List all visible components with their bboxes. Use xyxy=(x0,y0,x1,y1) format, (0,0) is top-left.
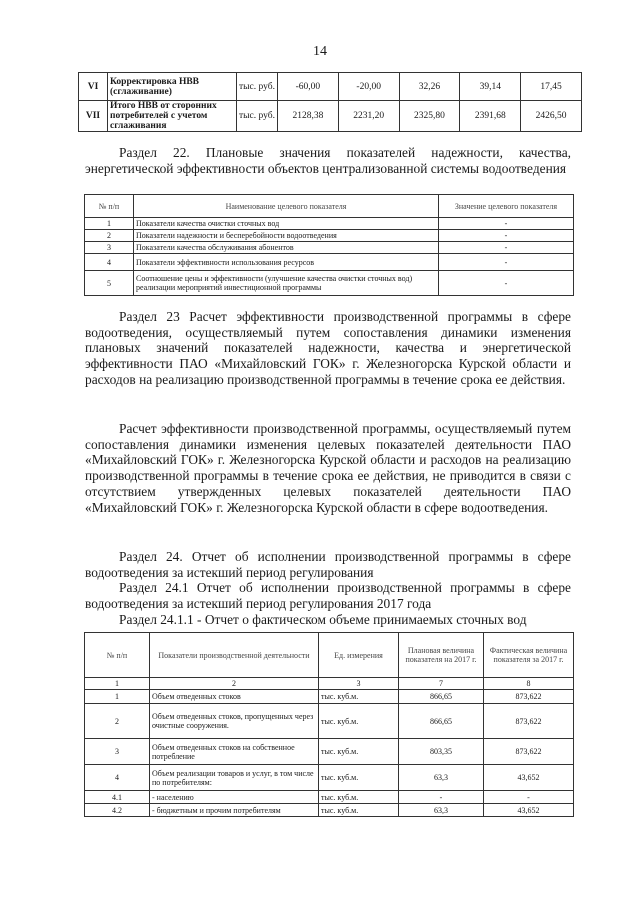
row-fact: 43,652 xyxy=(484,765,574,791)
row-name: Объем отведенных стоков на собственное потребление xyxy=(150,739,319,765)
row-value: 39,14 xyxy=(460,73,521,101)
column-header: Значение целевого показателя xyxy=(439,195,574,218)
row-number: VII xyxy=(79,101,108,132)
column-header: Показатели производственной деятельности xyxy=(150,633,319,678)
row-value: 2391,68 xyxy=(460,101,521,132)
row-name: Объем отведенных стоков, пропущенных через очистные сооружения. xyxy=(150,704,319,739)
section-22-heading-text: Раздел 22. Плановые значения показателей надежности, качества, энергетической эффективности объектов централизованной системы водоотведения xyxy=(85,145,571,176)
row-value: -60,00 xyxy=(278,73,339,101)
table-row xyxy=(85,230,574,242)
wastewater-volume-table xyxy=(84,632,574,817)
table-row xyxy=(79,73,582,101)
row-number: 4 xyxy=(85,254,134,271)
row-value: - xyxy=(439,218,574,230)
section-23-paragraph-1 xyxy=(85,309,571,388)
row-number: 4.1 xyxy=(85,791,150,804)
table-row xyxy=(85,704,574,739)
section-24-headings xyxy=(85,549,571,628)
row-name: Объем отведенных стоков xyxy=(150,690,319,704)
row-name: Итого НВВ от сторонних потребителей с учетом сглаживания xyxy=(108,101,237,132)
row-number: 5 xyxy=(85,271,134,296)
table-row xyxy=(85,254,574,271)
column-header: Ед. измерения xyxy=(319,633,399,678)
row-plan: 63,3 xyxy=(399,804,484,817)
row-fact: 873,622 xyxy=(484,690,574,704)
column-number: 2 xyxy=(150,678,319,690)
row-value: - xyxy=(439,230,574,242)
row-name: Соотношение цены и эффективности (улучшение качества очистки сточных вод) реализации мероприятий инвестиционной программы xyxy=(134,271,439,296)
page-number: 14 xyxy=(313,44,327,59)
row-number: 1 xyxy=(85,690,150,704)
section-23-text-1: Раздел 23 Расчет эффективности производственной программы в сфере водоотведения, осуществляемый путем сопоставления динамики изменения плановых значений показателей надежности, качества и энергетической эффективности ПАО «Михайловский ГОК» г. Железногорска Курской области и расходов на реализацию производственной программы в течение срока ее действия. xyxy=(85,309,571,387)
column-number-row xyxy=(85,678,574,690)
row-unit: тыс. куб.м. xyxy=(319,765,399,791)
table-row xyxy=(85,739,574,765)
table-row xyxy=(85,218,574,230)
row-value: 2426,50 xyxy=(521,101,582,132)
table-row xyxy=(85,791,574,804)
column-number: 8 xyxy=(484,678,574,690)
row-name: - бюджетным и прочим потребителям xyxy=(150,804,319,817)
table-row xyxy=(85,765,574,791)
row-value: - xyxy=(439,254,574,271)
row-number: 2 xyxy=(85,704,150,739)
column-header: № п/п xyxy=(85,195,134,218)
section-24-1-1-heading: Раздел 24.1.1 - Отчет о фактическом объеме принимаемых сточных вод xyxy=(119,611,527,627)
row-value: 17,45 xyxy=(521,73,582,101)
column-header: Фактическая величина показателя за 2017 г. xyxy=(484,633,574,678)
table-header-row xyxy=(85,195,574,218)
row-name: Объем реализации товаров и услуг, в том числе по потребителям: xyxy=(150,765,319,791)
row-number: 3 xyxy=(85,739,150,765)
table-row xyxy=(85,804,574,817)
column-number: 1 xyxy=(85,678,150,690)
row-unit: тыс. куб.м. xyxy=(319,739,399,765)
table-row xyxy=(85,242,574,254)
section-23-text-2: Расчет эффективности производственной программы, осуществляемый путем сопоставления динамики изменения целевых показателей деятельности ПАО «Михайловский ГОК» г. Железногорска Курской области и расходов на реализацию производственной программы в течение срока ее действия, не приводится в связи с отсутствием утвержденных целевых показателей деятельности ПАО «Михайловский ГОК» г. Железногорска Курской области в сфере водоотведения. xyxy=(85,421,571,515)
section-24-heading: Раздел 24. Отчет об исполнении производственной программы в сфере водоотведения за истекший период регулирования xyxy=(85,549,571,580)
table-row xyxy=(85,690,574,704)
column-header: Наименование целевого показателя xyxy=(134,195,439,218)
row-plan: - xyxy=(399,791,484,804)
row-number: VI xyxy=(79,73,108,101)
row-number: 4 xyxy=(85,765,150,791)
section-24-1-heading: Раздел 24.1 Отчет об исполнении производственной программы в сфере водоотведения за истекший период регулирования 2017 года xyxy=(85,580,571,612)
section-23-paragraph-2 xyxy=(85,421,571,515)
row-fact: 873,622 xyxy=(484,739,574,765)
row-number: 3 xyxy=(85,242,134,254)
row-fact: 873,622 xyxy=(484,704,574,739)
row-value: 2128,38 xyxy=(278,101,339,132)
row-value: -20,00 xyxy=(338,73,399,101)
row-value: 32,26 xyxy=(399,73,460,101)
row-number: 2 xyxy=(85,230,134,242)
row-unit: тыс. руб. xyxy=(237,73,278,101)
row-value: - xyxy=(439,271,574,296)
column-header: Плановая величина показателя на 2017 г. xyxy=(399,633,484,678)
table-header-row xyxy=(85,633,574,678)
row-unit: тыс. куб.м. xyxy=(319,690,399,704)
row-unit: тыс. руб. xyxy=(237,101,278,132)
row-number: 4.2 xyxy=(85,804,150,817)
row-fact: - xyxy=(484,791,574,804)
row-value: - xyxy=(439,242,574,254)
row-unit: тыс. куб.м. xyxy=(319,804,399,817)
row-name: Показатели надежности и бесперебойности водоотведения xyxy=(134,230,439,242)
row-value: 2325,80 xyxy=(399,101,460,132)
row-unit: тыс. куб.м. xyxy=(319,791,399,804)
row-value: 2231,20 xyxy=(338,101,399,132)
target-indicators-table xyxy=(84,194,574,296)
row-name: Корректировка НВВ (сглаживание) xyxy=(108,73,237,101)
row-name: Показатели эффективности использования ресурсов xyxy=(134,254,439,271)
row-unit: тыс. куб.м. xyxy=(319,704,399,739)
row-fact: 43,652 xyxy=(484,804,574,817)
row-name: - населению xyxy=(150,791,319,804)
column-number: 7 xyxy=(399,678,484,690)
column-number: 3 xyxy=(319,678,399,690)
row-plan: 866,65 xyxy=(399,690,484,704)
column-header: № п/п xyxy=(85,633,150,678)
table-row xyxy=(79,101,582,132)
table-row xyxy=(85,271,574,296)
nvv-table xyxy=(78,72,582,132)
row-number: 1 xyxy=(85,218,134,230)
row-name: Показатели качества очистки сточных вод xyxy=(134,218,439,230)
row-plan: 803,35 xyxy=(399,739,484,765)
row-plan: 63,3 xyxy=(399,765,484,791)
row-name: Показатели качества обслуживания абонентов xyxy=(134,242,439,254)
section-22-heading xyxy=(85,145,571,176)
row-plan: 866,65 xyxy=(399,704,484,739)
